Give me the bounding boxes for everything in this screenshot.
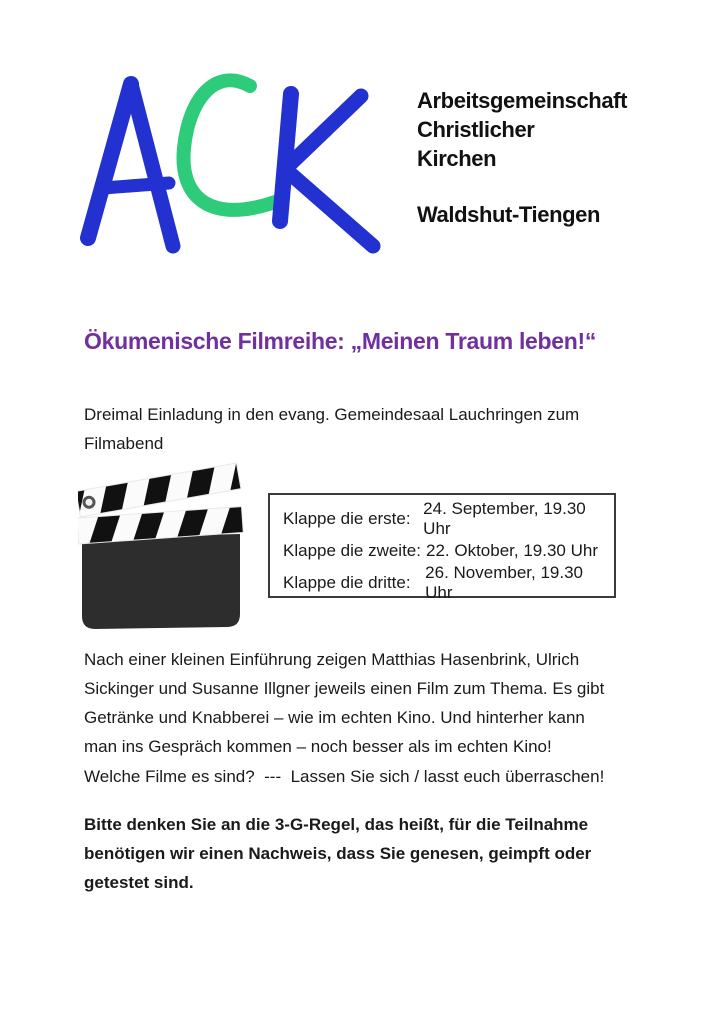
logo-letter-k: [280, 94, 373, 246]
schedule-row: [283, 563, 614, 602]
ack-logo-icon: [78, 66, 400, 258]
schedule-label: Klappe die zweite:: [283, 541, 421, 560]
clapper-hinge-hole: [83, 497, 95, 509]
covid-notice: Bitte denken Sie an die 3-G-Regel, das heißt, für die Teilnahme benötigen wir einen Nachweis, dass Sie genesen, geimpft oder getestet sind.: [84, 815, 592, 892]
clapper-body: [82, 534, 240, 629]
intro-paragraph: Dreimal Einladung in den evang. Gemeindesaal Lauchringen zum Filmabend: [84, 405, 580, 453]
schedule-table: [268, 493, 616, 602]
city-name: Waldshut-Tiengen: [417, 202, 601, 227]
schedule-row: [283, 499, 614, 538]
logo-letter-c: [183, 80, 275, 210]
schedule-value: 26. November, 19.30 Uhr: [425, 563, 583, 602]
clapperboard-icon: [78, 462, 246, 634]
schedule-label: Klappe die dritte:: [283, 573, 411, 592]
schedule-label: Klappe die erste:: [283, 509, 411, 528]
org-name: Arbeitsgemeinschaft Christlicher Kirchen: [417, 88, 628, 171]
films-question: Welche Filme es sind? --- Lassen Sie sich / lasst euch überraschen!: [84, 767, 605, 786]
page-title: Ökumenische Filmreihe: „Meinen Traum leben!“: [84, 328, 597, 354]
schedule-value: 22. Oktober, 19.30 Uhr: [426, 541, 598, 560]
logo-letter-a: [88, 84, 173, 246]
description-paragraph: Nach einer kleinen Einführung zeigen Matthias Hasenbrink, Ulrich Sickinger und Susanne Illgner jeweils einen Film zum Thema. Es gibt Getränke und Knabberei – wie im echten Kino. Und hinterher kann man ins Gespräch kommen – noch besser als im echten Kino!: [84, 650, 605, 756]
schedule-value: 24. September, 19.30 Uhr: [423, 499, 586, 538]
